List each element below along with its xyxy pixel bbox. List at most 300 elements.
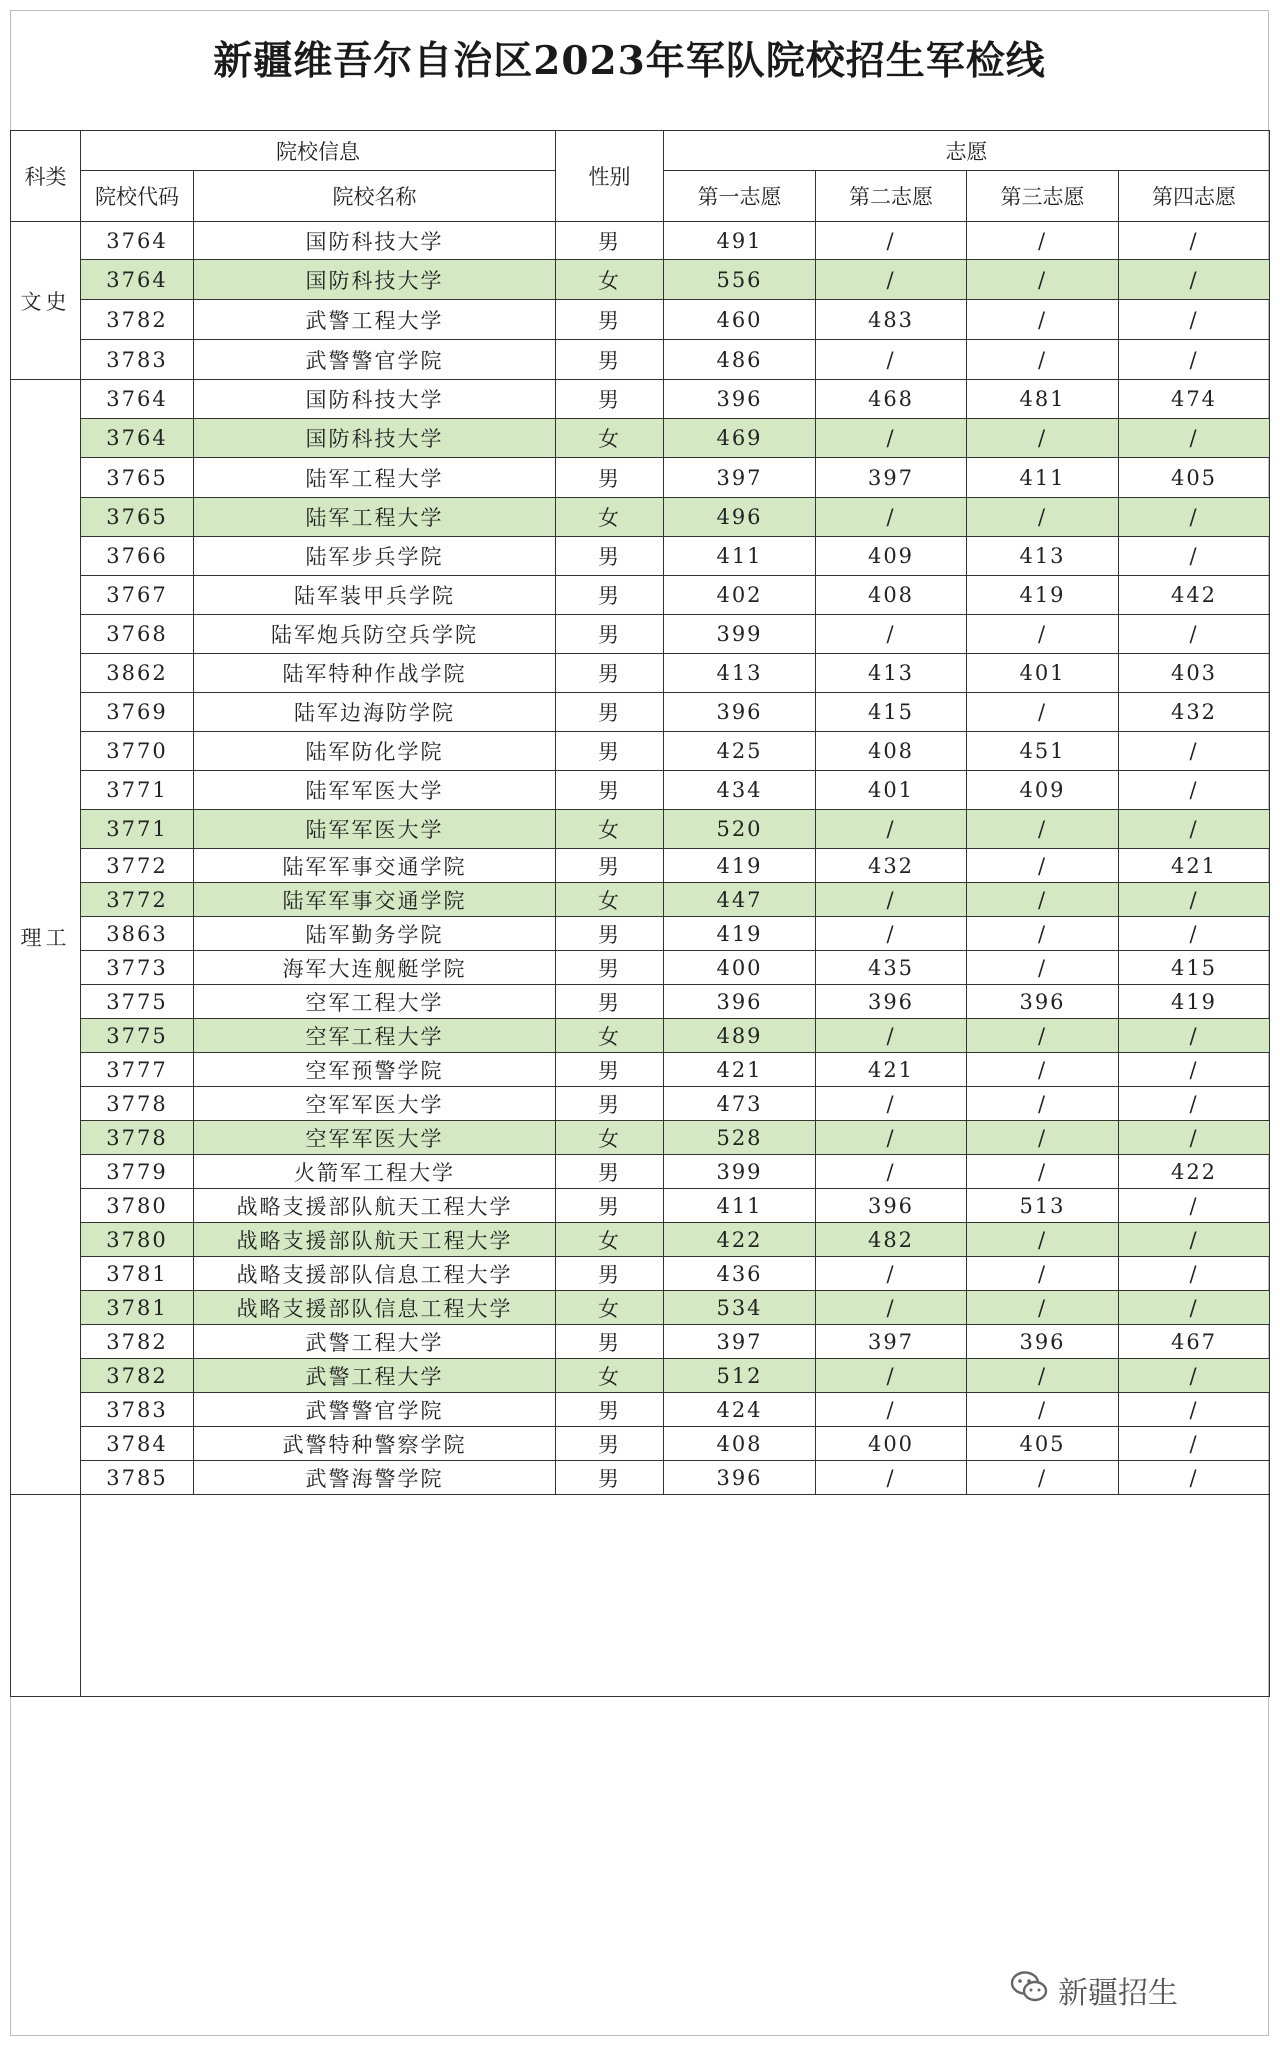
- gender-cell: 男: [556, 1155, 664, 1189]
- pref1-cell: 421: [664, 1053, 816, 1087]
- school-name-cell: 武警工程大学: [194, 300, 556, 340]
- gender-cell: 女: [556, 1121, 664, 1155]
- pref4-cell: /: [1119, 498, 1270, 537]
- school-code-cell: 3769: [81, 693, 194, 732]
- pref4-cell: /: [1119, 917, 1270, 951]
- table-row: [11, 222, 1270, 260]
- pref4-cell: 467: [1119, 1325, 1270, 1359]
- gender-cell: 男: [556, 300, 664, 340]
- pref1-cell: 491: [664, 222, 816, 260]
- pref4-cell: 415: [1119, 951, 1270, 985]
- table-row: [11, 1461, 1270, 1495]
- table-row: [11, 917, 1270, 951]
- gender-cell: 男: [556, 917, 664, 951]
- school-code-cell: 3777: [81, 1053, 194, 1087]
- pref3-cell: /: [967, 1019, 1119, 1053]
- school-code-cell: 3770: [81, 732, 194, 771]
- table-row: [11, 1393, 1270, 1427]
- pref3-cell: 396: [967, 1325, 1119, 1359]
- pref1-cell: 496: [664, 498, 816, 537]
- pref4-cell: /: [1119, 810, 1270, 849]
- gender-cell: 男: [556, 1427, 664, 1461]
- school-code-cell: 3772: [81, 883, 194, 917]
- school-code-cell: 3783: [81, 340, 194, 380]
- pref3-cell: /: [967, 260, 1119, 300]
- table-row: [11, 849, 1270, 883]
- school-code-cell: 3771: [81, 810, 194, 849]
- school-name-cell: 战略支援部队信息工程大学: [194, 1291, 556, 1325]
- pref1-cell: 528: [664, 1121, 816, 1155]
- school-name-cell: 武警特种警察学院: [194, 1427, 556, 1461]
- pref3-cell: 405: [967, 1427, 1119, 1461]
- table-row: [11, 260, 1270, 300]
- gender-cell: 男: [556, 849, 664, 883]
- table-row: [11, 576, 1270, 615]
- pref1-cell: 400: [664, 951, 816, 985]
- pref4-cell: /: [1119, 1121, 1270, 1155]
- pref1-cell: 460: [664, 300, 816, 340]
- pref2-cell: 401: [816, 771, 967, 810]
- pref1-cell: 486: [664, 340, 816, 380]
- pref2-cell: 435: [816, 951, 967, 985]
- pref2-cell: /: [816, 615, 967, 654]
- table-row: [11, 1325, 1270, 1359]
- pref3-cell: /: [967, 1155, 1119, 1189]
- pref2-cell: /: [816, 340, 967, 380]
- school-name-cell: 陆军工程大学: [194, 458, 556, 498]
- school-name-cell: 陆军特种作战学院: [194, 654, 556, 693]
- school-code-cell: 3765: [81, 498, 194, 537]
- table-row: [11, 1019, 1270, 1053]
- school-name-cell: 陆军工程大学: [194, 498, 556, 537]
- school-name-cell: 武警警官学院: [194, 1393, 556, 1427]
- gender-cell: 男: [556, 222, 664, 260]
- wechat-icon: [1010, 1970, 1050, 2004]
- gender-cell: 男: [556, 340, 664, 380]
- blank-cell: [81, 1495, 1270, 1697]
- table-row: [11, 883, 1270, 917]
- pref1-cell: 402: [664, 576, 816, 615]
- pref1-cell: 436: [664, 1257, 816, 1291]
- school-code-cell: 3767: [81, 576, 194, 615]
- school-code-cell: 3784: [81, 1427, 194, 1461]
- pref3-cell: /: [967, 1257, 1119, 1291]
- pref2-header: 第二志愿: [816, 171, 967, 222]
- table-row: [11, 615, 1270, 654]
- table-row: [11, 732, 1270, 771]
- school-name-cell: 战略支援部队信息工程大学: [194, 1257, 556, 1291]
- pref4-cell: /: [1119, 1053, 1270, 1087]
- pref2-cell: 415: [816, 693, 967, 732]
- gender-cell: 男: [556, 654, 664, 693]
- pref3-cell: /: [967, 1461, 1119, 1495]
- table-row: [11, 1087, 1270, 1121]
- pref2-cell: /: [816, 498, 967, 537]
- pref3-cell: /: [967, 1121, 1119, 1155]
- pref3-cell: /: [967, 917, 1119, 951]
- pref3-cell: 396: [967, 985, 1119, 1019]
- gender-cell: 女: [556, 883, 664, 917]
- pref4-cell: /: [1119, 1359, 1270, 1393]
- table-row: [11, 1121, 1270, 1155]
- pref1-cell: 469: [664, 419, 816, 458]
- school-name-cell: 陆军防化学院: [194, 732, 556, 771]
- school-name-cell: 陆军军事交通学院: [194, 883, 556, 917]
- pref2-cell: /: [816, 810, 967, 849]
- pref3-cell: 411: [967, 458, 1119, 498]
- pref2-cell: /: [816, 419, 967, 458]
- pref4-cell: 421: [1119, 849, 1270, 883]
- school-code-cell: 3782: [81, 300, 194, 340]
- gender-cell: 男: [556, 458, 664, 498]
- pref4-cell: /: [1119, 1393, 1270, 1427]
- pref4-cell: /: [1119, 537, 1270, 576]
- school-code-cell: 3785: [81, 1461, 194, 1495]
- school-name-cell: 武警工程大学: [194, 1359, 556, 1393]
- school-code-cell: 3863: [81, 917, 194, 951]
- school-name-cell: 海军大连舰艇学院: [194, 951, 556, 985]
- pref1-cell: 419: [664, 849, 816, 883]
- school-code-cell: 3764: [81, 222, 194, 260]
- pref3-cell: /: [967, 1223, 1119, 1257]
- school-info-header: 院校信息: [81, 131, 556, 171]
- pref3-cell: /: [967, 498, 1119, 537]
- pref2-cell: 468: [816, 380, 967, 419]
- school-code-header: 院校代码: [81, 171, 194, 222]
- pref3-cell: /: [967, 615, 1119, 654]
- gender-cell: 女: [556, 260, 664, 300]
- table-row: [11, 693, 1270, 732]
- table-row: [11, 985, 1270, 1019]
- school-code-cell: 3779: [81, 1155, 194, 1189]
- school-name-cell: 陆军军医大学: [194, 771, 556, 810]
- pref1-cell: 489: [664, 1019, 816, 1053]
- school-code-cell: 3766: [81, 537, 194, 576]
- category-cell: 文史: [11, 222, 81, 380]
- school-code-cell: 3771: [81, 771, 194, 810]
- pref1-cell: 520: [664, 810, 816, 849]
- pref4-cell: 422: [1119, 1155, 1270, 1189]
- pref2-cell: 432: [816, 849, 967, 883]
- category-header: 科类: [11, 131, 81, 222]
- pref1-cell: 425: [664, 732, 816, 771]
- school-code-cell: 3765: [81, 458, 194, 498]
- pref1-cell: 534: [664, 1291, 816, 1325]
- pref4-cell: /: [1119, 222, 1270, 260]
- gender-cell: 男: [556, 985, 664, 1019]
- gender-cell: 男: [556, 615, 664, 654]
- table-row: [11, 1053, 1270, 1087]
- pref3-cell: /: [967, 1053, 1119, 1087]
- school-name-cell: 空军军医大学: [194, 1087, 556, 1121]
- gender-cell: 女: [556, 810, 664, 849]
- table-row: [11, 1189, 1270, 1223]
- school-name-cell: 陆军边海防学院: [194, 693, 556, 732]
- gender-cell: 女: [556, 498, 664, 537]
- school-name-cell: 国防科技大学: [194, 222, 556, 260]
- pref2-cell: /: [816, 917, 967, 951]
- pref2-cell: /: [816, 1087, 967, 1121]
- pref2-cell: /: [816, 1019, 967, 1053]
- school-name-cell: 战略支援部队航天工程大学: [194, 1189, 556, 1223]
- pref4-cell: 405: [1119, 458, 1270, 498]
- pref4-cell: /: [1119, 732, 1270, 771]
- table-row: [11, 1257, 1270, 1291]
- pref1-cell: 419: [664, 917, 816, 951]
- school-name-cell: 陆军勤务学院: [194, 917, 556, 951]
- table-row: [11, 1359, 1270, 1393]
- pref3-cell: /: [967, 222, 1119, 260]
- pref1-cell: 556: [664, 260, 816, 300]
- pref2-cell: 482: [816, 1223, 967, 1257]
- pref4-cell: /: [1119, 1257, 1270, 1291]
- pref3-cell: /: [967, 883, 1119, 917]
- pref2-cell: /: [816, 1121, 967, 1155]
- pref4-header: 第四志愿: [1119, 171, 1270, 222]
- school-code-cell: 3862: [81, 654, 194, 693]
- pref3-cell: /: [967, 1359, 1119, 1393]
- pref3-cell: 451: [967, 732, 1119, 771]
- pref3-cell: 409: [967, 771, 1119, 810]
- school-code-cell: 3783: [81, 1393, 194, 1427]
- school-name-cell: 国防科技大学: [194, 380, 556, 419]
- gender-cell: 男: [556, 380, 664, 419]
- table-row: [11, 458, 1270, 498]
- pref4-cell: /: [1119, 1461, 1270, 1495]
- school-name-cell: 战略支援部队航天工程大学: [194, 1223, 556, 1257]
- pref4-cell: /: [1119, 1427, 1270, 1461]
- school-name-cell: 陆军装甲兵学院: [194, 576, 556, 615]
- school-name-cell: 陆军步兵学院: [194, 537, 556, 576]
- pref4-cell: /: [1119, 1223, 1270, 1257]
- page-title: 新疆维吾尔自治区2023年军队院校招生军检线: [213, 38, 1046, 84]
- pref2-cell: 396: [816, 985, 967, 1019]
- school-code-cell: 3781: [81, 1291, 194, 1325]
- pref4-cell: /: [1119, 1087, 1270, 1121]
- gender-cell: 男: [556, 1325, 664, 1359]
- table-row: [11, 300, 1270, 340]
- school-code-cell: 3780: [81, 1189, 194, 1223]
- pref2-cell: 397: [816, 458, 967, 498]
- school-name-cell: 火箭军工程大学: [194, 1155, 556, 1189]
- pref4-cell: 403: [1119, 654, 1270, 693]
- pref3-cell: /: [967, 849, 1119, 883]
- pref3-cell: /: [967, 951, 1119, 985]
- pref2-cell: /: [816, 883, 967, 917]
- pref3-cell: /: [967, 340, 1119, 380]
- table-row: [11, 951, 1270, 985]
- pref1-cell: 411: [664, 537, 816, 576]
- table-row: [11, 1427, 1270, 1461]
- table-row: [11, 1291, 1270, 1325]
- gender-cell: 男: [556, 732, 664, 771]
- pref1-header: 第一志愿: [664, 171, 816, 222]
- table-row: [11, 1155, 1270, 1189]
- school-name-cell: 陆军炮兵防空兵学院: [194, 615, 556, 654]
- school-name-cell: 陆军军医大学: [194, 810, 556, 849]
- gender-cell: 女: [556, 1291, 664, 1325]
- gender-cell: 男: [556, 576, 664, 615]
- school-code-cell: 3775: [81, 985, 194, 1019]
- gender-cell: 女: [556, 1359, 664, 1393]
- pref1-cell: 408: [664, 1427, 816, 1461]
- table-row: [11, 810, 1270, 849]
- pref1-cell: 422: [664, 1223, 816, 1257]
- school-name-cell: 武警工程大学: [194, 1325, 556, 1359]
- pref4-cell: /: [1119, 1189, 1270, 1223]
- pref2-cell: 396: [816, 1189, 967, 1223]
- pref4-cell: /: [1119, 340, 1270, 380]
- table-row: [11, 771, 1270, 810]
- pref3-header: 第三志愿: [967, 171, 1119, 222]
- table-row: [11, 1223, 1270, 1257]
- pref4-cell: 442: [1119, 576, 1270, 615]
- school-name-cell: 陆军军事交通学院: [194, 849, 556, 883]
- pref1-cell: 396: [664, 1461, 816, 1495]
- pref2-cell: /: [816, 1257, 967, 1291]
- school-code-cell: 3782: [81, 1325, 194, 1359]
- pref1-cell: 411: [664, 1189, 816, 1223]
- pref1-cell: 413: [664, 654, 816, 693]
- gender-cell: 男: [556, 1053, 664, 1087]
- pref2-cell: /: [816, 222, 967, 260]
- pref4-cell: /: [1119, 1291, 1270, 1325]
- pref2-cell: /: [816, 1393, 967, 1427]
- pref1-cell: 399: [664, 1155, 816, 1189]
- pref1-cell: 424: [664, 1393, 816, 1427]
- pref1-cell: 447: [664, 883, 816, 917]
- pref3-cell: /: [967, 693, 1119, 732]
- gender-cell: 女: [556, 1223, 664, 1257]
- pref3-cell: 513: [967, 1189, 1119, 1223]
- pref2-cell: /: [816, 1155, 967, 1189]
- pref1-cell: 396: [664, 985, 816, 1019]
- pref2-cell: 400: [816, 1427, 967, 1461]
- pref1-cell: 512: [664, 1359, 816, 1393]
- gender-cell: 男: [556, 1257, 664, 1291]
- pref4-cell: 419: [1119, 985, 1270, 1019]
- school-name-cell: 空军军医大学: [194, 1121, 556, 1155]
- table-row: [11, 419, 1270, 458]
- school-code-cell: 3764: [81, 260, 194, 300]
- gender-cell: 女: [556, 419, 664, 458]
- pref2-cell: 397: [816, 1325, 967, 1359]
- school-code-cell: 3768: [81, 615, 194, 654]
- pref3-cell: 419: [967, 576, 1119, 615]
- pref4-cell: /: [1119, 419, 1270, 458]
- gender-cell: 男: [556, 537, 664, 576]
- school-code-cell: 3778: [81, 1121, 194, 1155]
- pref4-cell: /: [1119, 1019, 1270, 1053]
- category-cell: 理工: [11, 380, 81, 1495]
- pref3-cell: 401: [967, 654, 1119, 693]
- pref2-cell: /: [816, 1359, 967, 1393]
- pref2-cell: 408: [816, 576, 967, 615]
- pref1-cell: 396: [664, 380, 816, 419]
- gender-header: 性别: [556, 131, 664, 222]
- pref1-cell: 434: [664, 771, 816, 810]
- pref2-cell: 409: [816, 537, 967, 576]
- pref4-cell: /: [1119, 260, 1270, 300]
- gender-cell: 男: [556, 1461, 664, 1495]
- pref1-cell: 397: [664, 1325, 816, 1359]
- pref2-cell: 483: [816, 300, 967, 340]
- pref3-cell: /: [967, 1087, 1119, 1121]
- school-code-cell: 3781: [81, 1257, 194, 1291]
- gender-cell: 男: [556, 951, 664, 985]
- school-name-cell: 空军工程大学: [194, 985, 556, 1019]
- school-name-cell: 武警海警学院: [194, 1461, 556, 1495]
- table-row: [11, 498, 1270, 537]
- pref3-cell: /: [967, 1393, 1119, 1427]
- pref3-cell: /: [967, 419, 1119, 458]
- table-body: [11, 222, 1270, 1495]
- school-name-cell: 空军预警学院: [194, 1053, 556, 1087]
- school-code-cell: 3764: [81, 419, 194, 458]
- watermark: [1058, 1968, 1178, 2012]
- pref4-cell: /: [1119, 883, 1270, 917]
- watermark-text: 新疆招生: [1058, 1976, 1178, 2011]
- pref1-cell: 399: [664, 615, 816, 654]
- pref4-cell: /: [1119, 771, 1270, 810]
- pref2-cell: 408: [816, 732, 967, 771]
- pref2-cell: 421: [816, 1053, 967, 1087]
- table-row: [11, 340, 1270, 380]
- pref1-cell: 473: [664, 1087, 816, 1121]
- school-name-cell: 国防科技大学: [194, 260, 556, 300]
- gender-cell: 女: [556, 1019, 664, 1053]
- school-code-cell: 3780: [81, 1223, 194, 1257]
- gender-cell: 男: [556, 1393, 664, 1427]
- school-code-cell: 3778: [81, 1087, 194, 1121]
- pref1-cell: 397: [664, 458, 816, 498]
- gender-cell: 男: [556, 771, 664, 810]
- table-row: [11, 380, 1270, 419]
- school-name-header: 院校名称: [194, 171, 556, 222]
- school-name-cell: 国防科技大学: [194, 419, 556, 458]
- school-code-cell: 3782: [81, 1359, 194, 1393]
- table-row: [11, 537, 1270, 576]
- table-row: [11, 654, 1270, 693]
- gender-cell: 男: [556, 693, 664, 732]
- pref4-cell: 474: [1119, 380, 1270, 419]
- pref1-cell: 396: [664, 693, 816, 732]
- pref2-cell: 413: [816, 654, 967, 693]
- gender-cell: 男: [556, 1189, 664, 1223]
- preference-header: 志愿: [664, 131, 1270, 171]
- school-name-cell: 空军工程大学: [194, 1019, 556, 1053]
- pref3-cell: 413: [967, 537, 1119, 576]
- pref3-cell: /: [967, 300, 1119, 340]
- gender-cell: 男: [556, 1087, 664, 1121]
- pref4-cell: 432: [1119, 693, 1270, 732]
- pref2-cell: /: [816, 1291, 967, 1325]
- pref3-cell: /: [967, 810, 1119, 849]
- school-name-cell: 武警警官学院: [194, 340, 556, 380]
- pref2-cell: /: [816, 260, 967, 300]
- school-code-cell: 3772: [81, 849, 194, 883]
- school-code-cell: 3773: [81, 951, 194, 985]
- pref4-cell: /: [1119, 300, 1270, 340]
- score-table: [10, 130, 1270, 1697]
- pref2-cell: /: [816, 1461, 967, 1495]
- pref3-cell: /: [967, 1291, 1119, 1325]
- school-code-cell: 3775: [81, 1019, 194, 1053]
- pref4-cell: /: [1119, 615, 1270, 654]
- school-code-cell: 3764: [81, 380, 194, 419]
- blank-cell: [11, 1495, 81, 1697]
- pref3-cell: 481: [967, 380, 1119, 419]
